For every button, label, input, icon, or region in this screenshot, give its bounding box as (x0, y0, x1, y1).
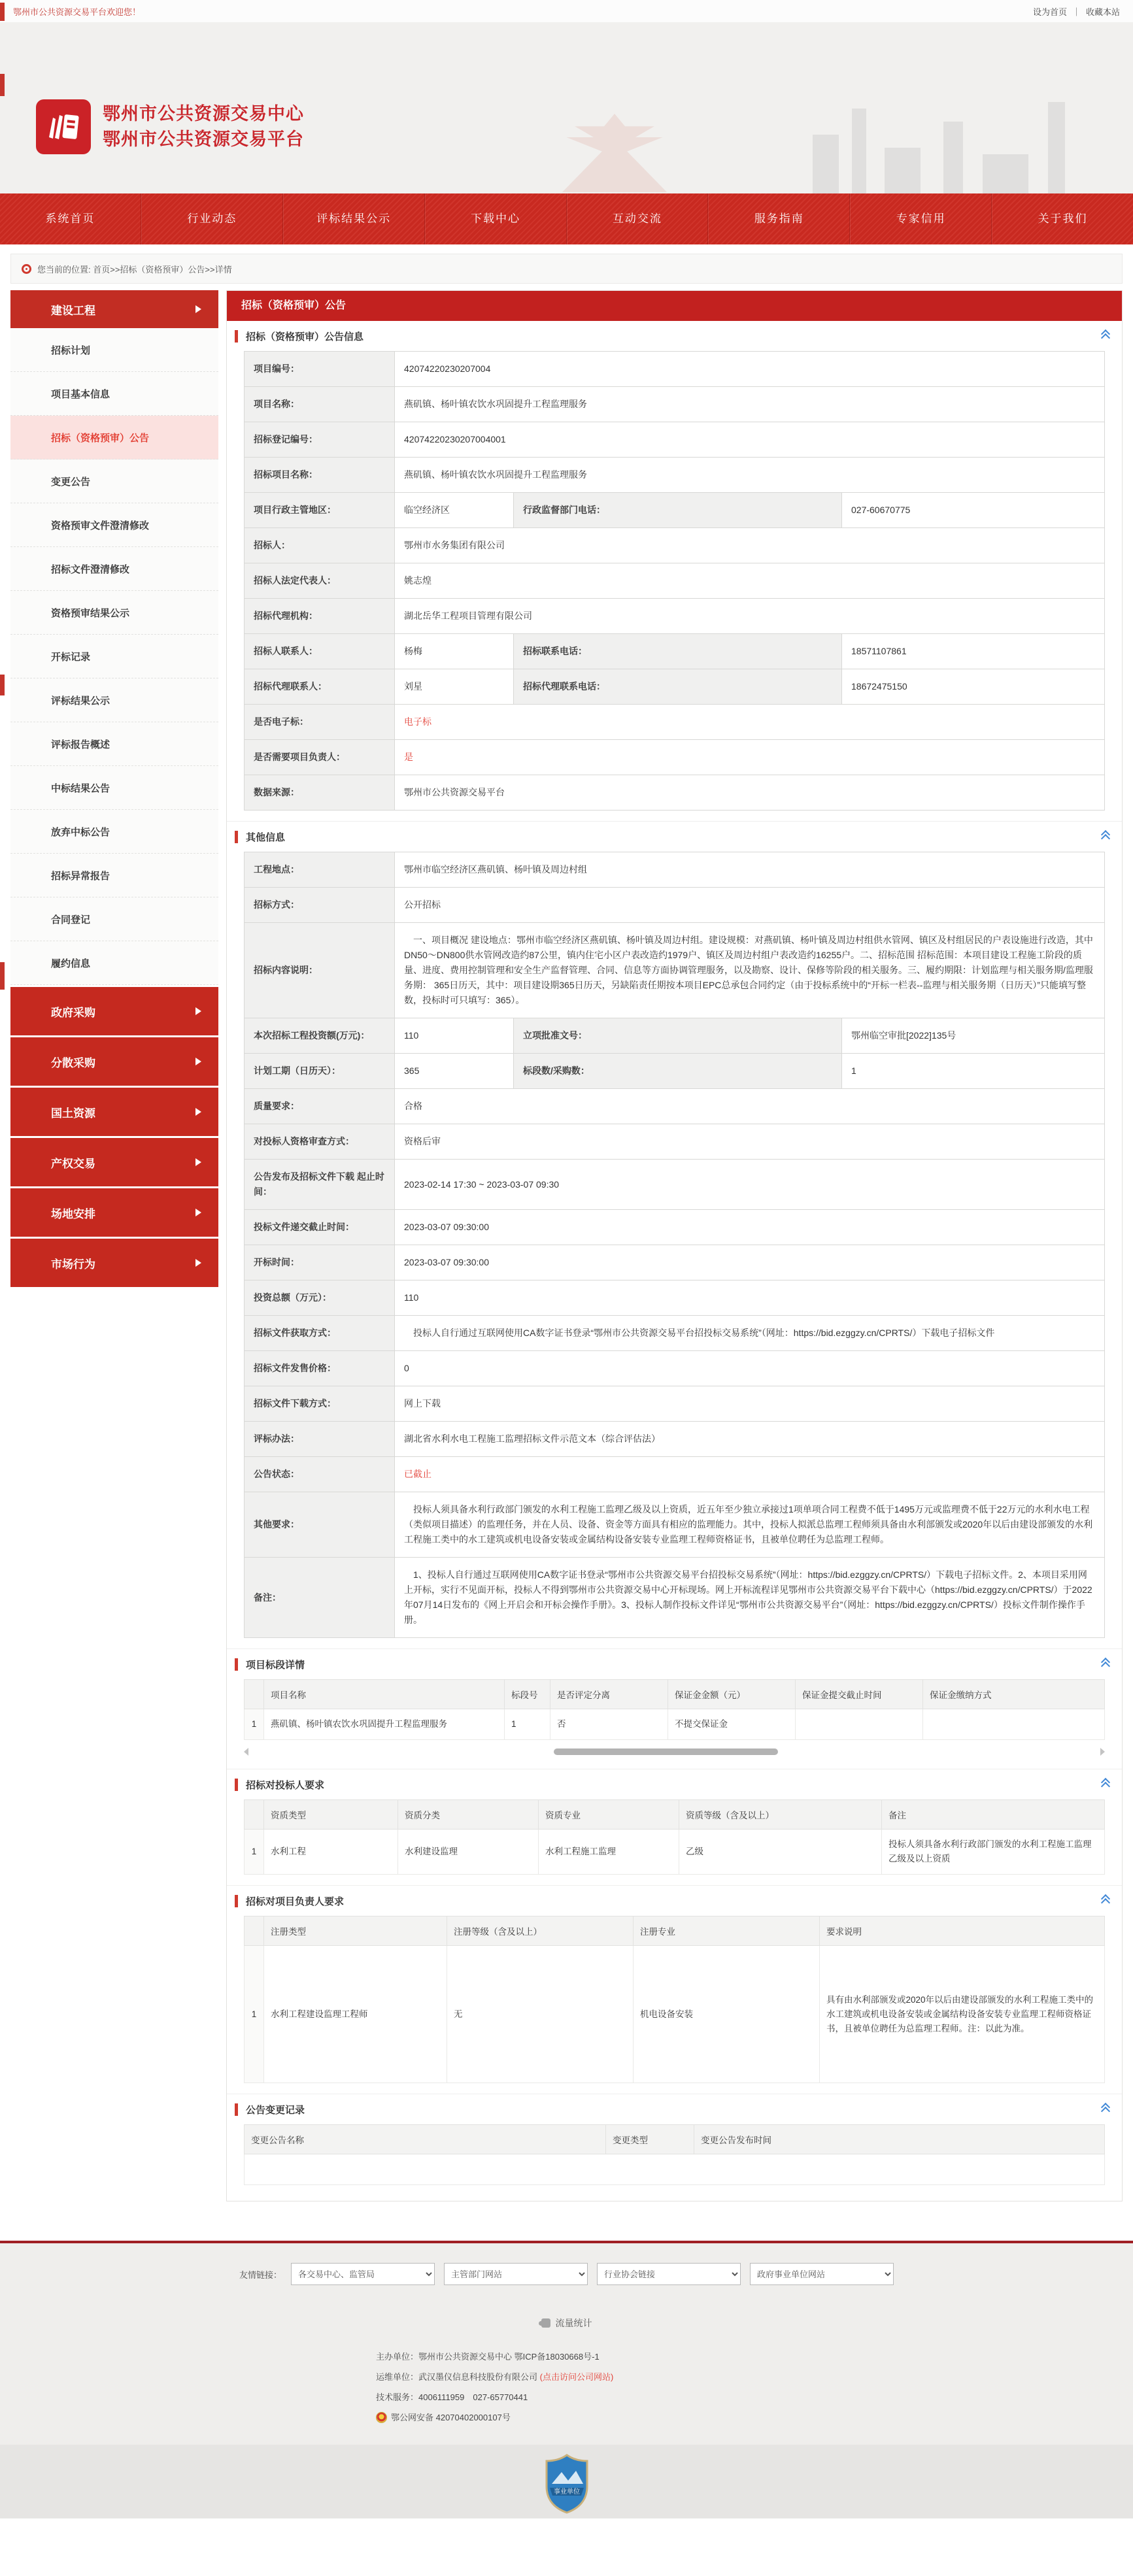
left-edge-marker (0, 74, 5, 96)
table-row: 招标代理机构： 湖北岳华工程项目管理有限公司 (245, 599, 1105, 634)
table-row (245, 1709, 1105, 1740)
host-unit: 主办单位：鄂州市公共资源交易中心 鄂ICP备18030668号-1 (376, 2352, 600, 2362)
main-nav (0, 193, 1133, 244)
section-change-records (227, 2094, 1122, 2196)
row-index: 1 (245, 1830, 264, 1875)
section-title: 招标对项目负责人要求 (246, 1896, 345, 1907)
column-header: 资质专业 (539, 1800, 679, 1830)
table-row: 招标人法定代表人： 姚志煌 (245, 563, 1105, 599)
field-value: 18672475150 (842, 669, 1105, 705)
column-header: 保证金缴纳方式 (923, 1680, 1105, 1709)
other-info-table (244, 852, 1105, 1638)
nav-item-service-guide[interactable]: 服务指南 (708, 193, 850, 244)
nav-item-home[interactable]: 系统首页 (0, 193, 141, 244)
sidebar-group-land-resources[interactable]: 国土资源 (10, 1088, 218, 1136)
field-value: 刘星 (395, 669, 514, 705)
requirement-description: 具有由水利部颁发或2020年以后由建设部颁发的水利工程施工类中的水工建筑或机电设备安装或金属结构设备安装专业监理工程师资格证书，且被单位聘任为总监理工程师。注：以此为准。 (820, 1946, 1105, 2083)
site-header (0, 22, 1133, 193)
sidebar-item-prequalification-results[interactable]: 资格预审结果公示 (10, 591, 218, 635)
puzzle-icon (541, 2318, 550, 2328)
field-value: 鄂州临空审批[2022]135号 (842, 1018, 1105, 1054)
qualification-note: 投标人须具备水利行政部门颁发的水利工程施工监理乙级及以上资质 (882, 1830, 1105, 1875)
section-bar (235, 330, 238, 343)
field-value: 2023-03-07 09:30:00 (395, 1245, 1105, 1280)
table-row: 招标项目名称： 燕矶镇、杨叶镇农饮水巩固提升工程监理服务 (245, 458, 1105, 493)
public-institution-badge[interactable] (544, 2454, 590, 2517)
field-value: 燕矶镇、杨叶镇农饮水巩固提升工程监理服务 (395, 387, 1105, 422)
sidebar-item-evaluation-report[interactable]: 评标报告概述 (10, 722, 218, 766)
left-edge-marker (0, 962, 5, 990)
field-value: 027-60670775 (842, 493, 1105, 528)
sidebar-item-award-announcement[interactable]: 中标结果公告 (10, 766, 218, 810)
lot-deposit-deadline (796, 1709, 923, 1740)
friend-links-label: 友情链接： (239, 2269, 282, 2280)
section-other-info (227, 821, 1122, 1648)
location-pin-icon (22, 264, 31, 274)
sidebar-item-bid-plan[interactable]: 招标计划 (10, 328, 218, 372)
table-row: 项目名称： 燕矶镇、杨叶镇农饮水巩固提升工程监理服务 (245, 387, 1105, 422)
field-value: 365 (395, 1054, 514, 1089)
collapse-section-icon[interactable] (1101, 2103, 1110, 2116)
column-header: 变更类型 (606, 2125, 694, 2154)
registration-major: 机电设备安装 (634, 1946, 820, 2083)
qualification-type: 水利工程 (264, 1830, 398, 1875)
arrow-right-icon (195, 1259, 201, 1267)
scroll-left-icon[interactable] (244, 1748, 248, 1756)
site-logo[interactable] (36, 99, 304, 154)
cityscape-watermark (806, 94, 1107, 193)
column-header: 保证金金额（元） (668, 1680, 796, 1709)
operator-website-link[interactable]: (点击访问公司网站) (539, 2372, 614, 2382)
table-row: 工程地点： 鄂州市临空经济区燕矶镇、杨叶镇及周边村组 (245, 852, 1105, 888)
arrow-right-icon (195, 305, 201, 313)
table-row: 备注： 1、投标人自行通过互联网使用CA数字证书登录“鄂州市公共资源交易平台招投标交易系统”（网址：https://bid.ezggzy.cn/CPRTS/）下载电子招标文件。2、本项目采用网上开标，实行不见面开标，投标人不得到鄂州市公共资源交易中心开标现场。网上开标流程详见鄂州市公共资源交易平台下载中心（https://bid.ezggzy.cn/CPRTS/）于2022年07月14日发布的《网上开启会和开标会操作手册》。3、投标人制作投标文件详见“鄂州市公共资源交易平台”（网址：https://bid.ezggzy.cn/CPRTS/）投标文件制作操作手册。 (245, 1558, 1105, 1638)
table-row: 数据来源： 鄂州市公共资源交易平台 (245, 775, 1105, 811)
arrow-right-icon (195, 1007, 201, 1015)
table-header-row (245, 1916, 1105, 1946)
table-row: 项目行政主管地区： 临空经济区 行政监督部门电话： 027-60670775 (245, 493, 1105, 528)
field-value: 1 (842, 1054, 1105, 1089)
table-header-row (245, 1800, 1105, 1830)
field-value: 投标人自行通过互联网使用CA数字证书登录“鄂州市公共资源交易平台招投标交易系统”（网址：https://bid.ezggzy.cn/CPRTS/）下载电子招标文件 (395, 1316, 1105, 1351)
qualification-grade: 乙级 (679, 1830, 882, 1875)
registration-grade: 无 (447, 1946, 634, 2083)
column-header: 资质分类 (398, 1800, 539, 1830)
nav-item-download-center[interactable]: 下载中心 (425, 193, 567, 244)
column-header: 资质类型 (264, 1800, 398, 1830)
table-row: 招标登记编号： 42074220230207004001 (245, 422, 1105, 458)
section-title: 公告变更记录 (246, 2104, 305, 2116)
lot-deposit-method (923, 1709, 1105, 1740)
column-header: 标段号 (505, 1680, 550, 1709)
friend-links-select-trading-centers[interactable] (291, 2263, 435, 2285)
column-header: 资质等级（含及以上） (679, 1800, 882, 1830)
arrow-right-icon (195, 1108, 201, 1116)
sidebar-group-market-behavior[interactable]: 市场行为 (10, 1239, 218, 1287)
sidebar-item-bid-opening-record[interactable]: 开标记录 (10, 635, 218, 678)
table-row: 公告状态： 已截止 (245, 1457, 1105, 1492)
table-row: 评标办法： 湖北省水利水电工程施工监理招标文件示范文本（综合评估法） (245, 1422, 1105, 1457)
field-value: 18571107861 (842, 634, 1105, 669)
field-value: 鄂州市公共资源交易平台 (395, 775, 1105, 811)
footer-info (376, 2347, 1133, 2428)
police-badge-icon (376, 2412, 387, 2423)
field-value: 110 (395, 1280, 1105, 1316)
section-leader-requirements (227, 1885, 1122, 2094)
table-row: 招标文件下载方式： 网上下载 (245, 1386, 1105, 1422)
scroll-right-icon[interactable] (1100, 1748, 1105, 1756)
top-links-separator: ｜ (1072, 7, 1081, 17)
row-index: 1 (245, 1946, 264, 2083)
table-header-row (245, 2125, 1105, 2154)
nav-item-evaluation-results[interactable]: 评标结果公示 (283, 193, 425, 244)
sidebar-item-project-basic-info[interactable]: 项目基本信息 (10, 372, 218, 416)
sidebar-group-venue-arrangement[interactable]: 场地安排 (10, 1188, 218, 1237)
table-row: 是否电子标： 电子标 (245, 705, 1105, 740)
qualification-class: 水利建设监理 (398, 1830, 539, 1875)
sidebar-item-abandon-award[interactable]: 放弃中标公告 (10, 810, 218, 854)
table-row: 招标方式： 公开招标 (245, 888, 1105, 923)
sidebar-item-contract-registration[interactable]: 合同登记 (10, 897, 218, 941)
set-home-link[interactable]: 设为首页 (1032, 7, 1067, 17)
announcement-info-table (244, 351, 1105, 811)
sidebar (10, 290, 218, 1287)
bidder-requirements-table (244, 1799, 1105, 1875)
sidebar-item-prequalification-doc-clarification[interactable]: 资格预审文件澄清修改 (10, 503, 218, 547)
section-bar (235, 831, 238, 843)
arrow-right-icon (195, 1158, 201, 1166)
column-header: 注册类型 (264, 1916, 447, 1946)
field-value: 2023-03-07 09:30:00 (395, 1210, 1105, 1245)
sidebar-item-evaluation-results[interactable]: 评标结果公示 (10, 678, 218, 722)
table-row: 本次招标工程投资额(万元)： 110 立项批准文号： 鄂州临空审批[2022]135号 (245, 1018, 1105, 1054)
table-row: 是否需要项目负责人： 是 (245, 740, 1105, 775)
nav-item-industry-news[interactable]: 行业动态 (141, 193, 283, 244)
field-value: 合格 (395, 1089, 1105, 1124)
field-value: 一、项目概况 建设地点：鄂州市临空经济区燕矶镇、杨叶镇及周边村组。建设规模：对燕矶镇、杨叶镇及周边村组供水管网、镇区及村组居民的户表设施进行改造，其中DN50～DN800供水管网改造约87公里，镇内住宅小区户表改造约1979户、镇区及周边村组户表改造约16255户。二、招标范围 招标范围：本项目建设工程施工阶段的质量、进度、费用控制管理和安全生产监督管理、合同、信息等方面协调管理服务，以及勘察、设计、保修等阶段的相关服务。三、履约期限：计划监理与相关服务期/监理服务期： 365日历天，其中：项目建设期365日历天，另缺陷责任期按本项目EPC总承包合同约定（由于投标系统中的“开标一栏表--监理与相关服务期（日历天）”只能填写整数，投标时可只填写：365）。 (395, 923, 1105, 1018)
sidebar-group-government-procurement[interactable]: 政府采购 (10, 987, 218, 1035)
favorite-link[interactable]: 收藏本站 (1085, 7, 1120, 17)
left-edge-marker (0, 3, 5, 21)
table-empty-row (245, 2154, 1105, 2185)
column-header: 注册等级（含及以上） (447, 1916, 634, 1946)
table-row (245, 1946, 1105, 2083)
section-bar (235, 1779, 238, 1791)
sidebar-group-label: 建设工程 (51, 304, 95, 317)
tech-service: 技术服务：4006111959 027-65770441 (376, 2392, 528, 2402)
lot-no: 1 (505, 1709, 550, 1740)
field-value: 燕矶镇、杨叶镇农饮水巩固提升工程监理服务 (395, 458, 1105, 493)
collapse-section-icon[interactable] (1101, 1778, 1110, 1791)
column-header (245, 1800, 264, 1830)
leader-requirements-table (244, 1916, 1105, 2083)
main-panel (226, 290, 1123, 2201)
section-title: 招标对投标人要求 (246, 1779, 325, 1791)
welcome-text: 鄂州市公共资源交易平台欢迎您！ (13, 7, 141, 17)
table-row: 招标内容说明： 一、项目概况 建设地点：鄂州市临空经济区燕矶镇、杨叶镇及周边村组。建设规模：对燕矶镇、杨叶镇及周边村组供水管网、镇区及村组居民的户表设施进行改造，其中DN50～DN800供水管网改造约87公里，镇内住宅小区户表改造约1979户、镇区及周边村组户表改造约16255户。二、招标范围 招标范围：本项目建设工程施工阶段的质量、进度、费用控制管理和安全生产监督管理、合同、信息等方面协调管理服务，以及勘察、设计、保修等阶段的相关服务。三、履约期限：计划监理与相关服务期/监理服务期： 365日历天，其中：项目建设期365日历天，另缺陷责任期按本项目EPC总承包合同约定（由于投标系统中的“开标一栏表--监理与相关服务期（日历天）”只能填写整数，投标时可只填写：365）。 (245, 923, 1105, 1018)
column-header: 变更公告发布时间 (694, 2125, 1105, 2154)
field-value: 湖北岳华工程项目管理有限公司 (395, 599, 1105, 634)
field-value: 投标人须具备水利行政部门颁发的水利工程施工监理乙级及以上资质，近五年至少独立承接过1项单项合同工程费不低于1495万元或监理费不低于22万元的水利水电工程（类似项目描述）的监理任务，并在人员、设备、资金等方面具有相应的监理能力。其中，投标人拟派总监理工程师须具备由水利部颁发或2020年以后由建设部颁发的水利工程施工类中的水工建筑或机电设备安装或金属结构设备安装专业监理工程师资格证书，且被单位聘任为总监理工程师。 (395, 1492, 1105, 1558)
section-bar (235, 1658, 238, 1671)
field-value: 是 (395, 740, 1105, 775)
horizontal-scrollbar[interactable] (244, 1745, 1105, 1758)
table-row: 招标文件获取方式： 投标人自行通过互联网使用CA数字证书登录“鄂州市公共资源交易平台招投标交易系统”（网址：https://bid.ezggzy.cn/CPRTS/）下载电子招标文件 (245, 1316, 1105, 1351)
table-row: 招标人： 鄂州市水务集团有限公司 (245, 528, 1105, 563)
scrollbar-thumb[interactable] (554, 1748, 777, 1755)
badge-text: 事业单位 (553, 2488, 580, 2496)
friend-links-select-association-links[interactable] (597, 2263, 741, 2285)
section-lot-details (227, 1648, 1122, 1769)
friend-links-select-government-sites[interactable] (750, 2263, 894, 2285)
table-row: 质量要求： 合格 (245, 1089, 1105, 1124)
table-row: 项目编号： 42074220230207004 (245, 352, 1105, 387)
change-records-table (244, 2124, 1105, 2185)
table-row: 对投标人资格审查方式： 资格后审 (245, 1124, 1105, 1160)
field-value: 资格后审 (395, 1124, 1105, 1160)
friend-links (0, 2263, 1133, 2285)
nav-item-interaction[interactable]: 互动交流 (567, 193, 709, 244)
lot-deposit-amount: 不提交保证金 (668, 1709, 796, 1740)
column-header: 变更公告名称 (245, 2125, 606, 2154)
traffic-stats-label: 流量统计 (555, 2318, 592, 2328)
column-header: 是否评定分离 (550, 1680, 668, 1709)
logo-icon (36, 99, 91, 154)
field-value: 网上下载 (395, 1386, 1105, 1422)
table-row: 招标人联系人： 杨梅 招标联系电话： 18571107861 (245, 634, 1105, 669)
sidebar-item-performance-info[interactable]: 履约信息 (10, 941, 218, 985)
field-value: 杨梅 (395, 634, 514, 669)
friend-links-select-authority-sites[interactable] (444, 2263, 588, 2285)
field-value: 临空经济区 (395, 493, 514, 528)
section-title: 项目标段详情 (246, 1659, 305, 1671)
field-value: 42074220230207004 (395, 352, 1105, 387)
collapse-section-icon[interactable] (1101, 1658, 1110, 1671)
footer (0, 2241, 1133, 2518)
registration-type: 水利工程建设监理工程师 (264, 1946, 447, 2083)
field-value: 鄂州市水务集团有限公司 (395, 528, 1105, 563)
field-value: 鄂州市临空经济区燕矶镇、杨叶镇及周边村组 (395, 852, 1105, 888)
collapse-section-icon[interactable] (1101, 830, 1110, 843)
field-value: 0 (395, 1351, 1105, 1386)
page-title: 招标（资格预审）公告 (227, 291, 1122, 321)
field-value: 2023-02-14 17:30 ~ 2023-03-07 09:30 (395, 1160, 1105, 1210)
nav-item-expert-credit[interactable]: 专家信用 (850, 193, 992, 244)
collapse-section-icon[interactable] (1101, 329, 1110, 343)
arrow-right-icon (195, 1209, 201, 1216)
qualification-major: 水利工程施工监理 (539, 1830, 679, 1875)
breadcrumb[interactable] (10, 254, 1123, 284)
table-row: 其他要求： 投标人须具备水利行政部门颁发的水利工程施工监理乙级及以上资质，近五年至少独立承接过1项单项合同工程费不低于1495万元或监理费不低于22万元的水利水电工程（类似项目描述）的监理任务，并在人员、设备、资金等方面具有相应的监理能力。其中，投标人拟派总监理工程师须具备由水利部颁发或2020年以后由建设部颁发的水利工程施工类中的水工建筑或机电设备安装或金属结构设备安装专业监理工程师资格证书，且被单位聘任为总监理工程师。 (245, 1492, 1105, 1558)
nav-item-about-us[interactable]: 关于我们 (992, 193, 1133, 244)
row-index: 1 (245, 1709, 264, 1740)
bottom-strip (0, 2445, 1133, 2518)
top-bar (0, 0, 1133, 22)
sidebar-item-prequalification-announcement[interactable]: 招标（资格预审）公告 (10, 416, 218, 460)
section-announcement-info (227, 321, 1122, 821)
field-value: 湖北省水利水电工程施工监理招标文件示范文本（综合评估法） (395, 1422, 1105, 1457)
section-bidder-requirements (227, 1769, 1122, 1885)
field-value: 1、投标人自行通过互联网使用CA数字证书登录“鄂州市公共资源交易平台招投标交易系统”（网址：https://bid.ezggzy.cn/CPRTS/）下载电子招标文件。2、本项目采用网上开标，实行不见面开标，投标人不得到鄂州市公共资源交易中心开标现场。网上开标流程详见鄂州市公共资源交易平台下载中心（https://bid.ezggzy.cn/CPRTS/）于2022年07月14日发布的《网上开启会和开标会操作手册》。3、投标人制作投标文件详见“鄂州市公共资源交易平台”（网址：https://bid.ezggzy.cn/CPRTS/）投标文件制作操作手册。 (395, 1558, 1105, 1638)
table-row: 招标文件发售价格： 0 (245, 1351, 1105, 1386)
left-edge-marker (0, 675, 5, 695)
column-header: 备注 (882, 1800, 1105, 1830)
field-value: 姚志煌 (395, 563, 1105, 599)
section-title: 招标（资格预审）公告信息 (246, 331, 364, 343)
sidebar-item-change-announcement[interactable]: 变更公告 (10, 460, 218, 503)
sidebar-item-bid-doc-clarification[interactable]: 招标文件澄清修改 (10, 547, 218, 591)
column-header (245, 1680, 264, 1709)
field-value: 42074220230207004001 (395, 422, 1105, 458)
traffic-stats (0, 2317, 1133, 2330)
table-row: 投资总额（万元）： 110 (245, 1280, 1105, 1316)
site-title-line1: 鄂州市公共资源交易中心 (103, 104, 304, 124)
collapse-section-icon[interactable] (1101, 1894, 1110, 1907)
table-header-row (245, 1680, 1105, 1709)
column-header (245, 1916, 264, 1946)
sidebar-group-property-trading[interactable]: 产权交易 (10, 1138, 218, 1186)
section-bar (235, 1895, 238, 1907)
field-value: 公开招标 (395, 888, 1105, 923)
column-header: 注册专业 (634, 1916, 820, 1946)
table-row: 公告发布及招标文件下载 起止时间： 2023-02-14 17:30 ~ 2023-03-07 09:30 (245, 1160, 1105, 1210)
table-row: 招标代理联系人： 刘星 招标代理联系电话： 18672475150 (245, 669, 1105, 705)
pagoda-watermark (562, 114, 667, 192)
site-title-line2: 鄂州市公共资源交易平台 (103, 129, 304, 149)
field-value: 110 (395, 1018, 514, 1054)
table-row: 投标文件递交截止时间： 2023-03-07 09:30:00 (245, 1210, 1105, 1245)
column-header: 保证金提交截止时间 (796, 1680, 923, 1709)
column-header: 要求说明 (820, 1916, 1105, 1946)
operator-unit: 运维单位：武汉墨仪信息科技股份有限公司 (376, 2372, 538, 2382)
sidebar-item-abnormal-report[interactable]: 招标异常报告 (10, 854, 218, 897)
lot-separate: 否 (550, 1709, 668, 1740)
breadcrumb-text: 您当前的位置: 首页>>招标（资格预审）公告>>详情 (37, 264, 232, 275)
arrow-right-icon (195, 1058, 201, 1065)
table-row: 计划工期（日历天）： 365 标段数/采购数： 1 (245, 1054, 1105, 1089)
section-title: 其他信息 (246, 831, 286, 843)
field-value: 电子标 (395, 705, 1105, 740)
sidebar-group-construction[interactable] (10, 290, 218, 328)
lot-details-table (244, 1679, 1105, 1740)
sidebar-group-decentralized-procurement[interactable]: 分散采购 (10, 1037, 218, 1086)
security-record: 鄂公网安备 42070402000107号 (391, 2413, 511, 2422)
table-row (245, 1830, 1105, 1875)
table-row: 开标时间： 2023-03-07 09:30:00 (245, 1245, 1105, 1280)
field-value: 已截止 (395, 1457, 1105, 1492)
column-header: 项目名称 (264, 1680, 505, 1709)
lot-name: 燕矶镇、杨叶镇农饮水巩固提升工程监理服务 (264, 1709, 505, 1740)
section-bar (235, 2103, 238, 2116)
